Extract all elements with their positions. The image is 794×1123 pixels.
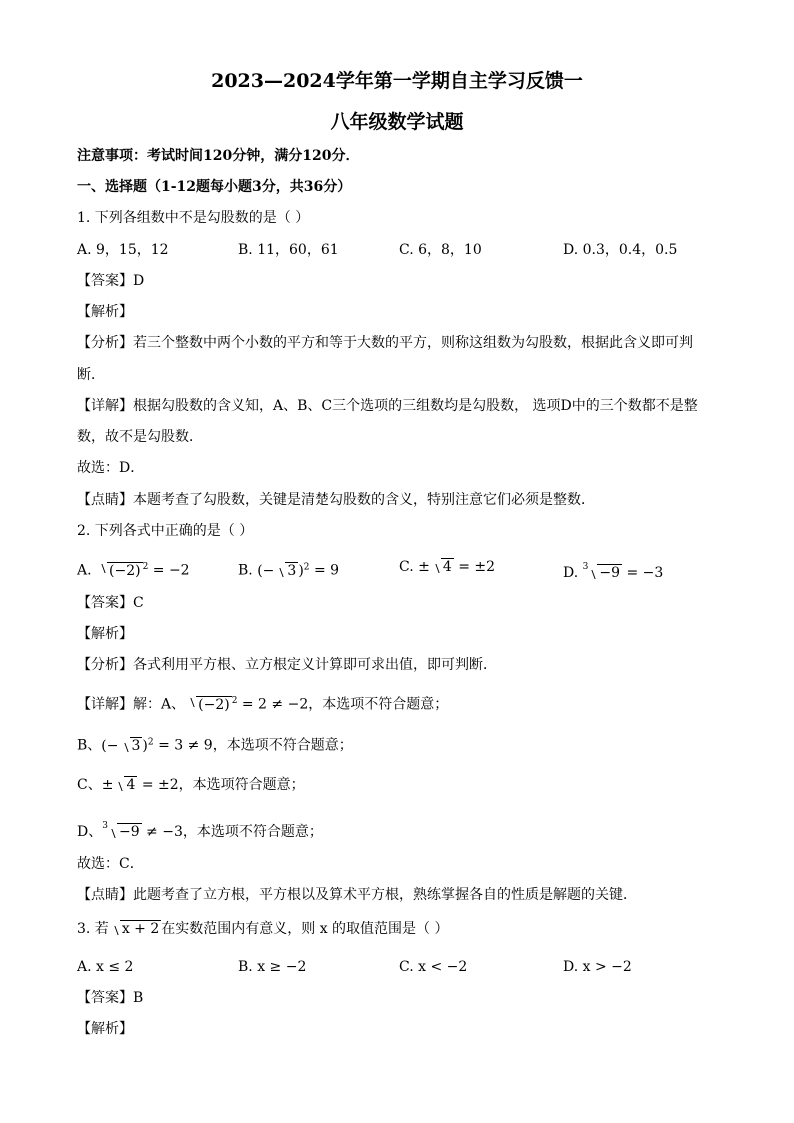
q1-answer: 【答案】D bbox=[77, 273, 145, 289]
q3-option-b: B. x ≥ −2 bbox=[238, 959, 307, 975]
q2-analysis-label: 【解析】 bbox=[77, 626, 133, 642]
q2-comment: 【点睛】此题考查了立方根，平方根以及算术平方根，熟练掌握各自的性质是解题的关键． bbox=[77, 887, 637, 903]
q2-detail-a-pre: 【详解】解：A、 bbox=[77, 696, 186, 713]
q1-detail: 【详解】根据勾股数的含义知，A、B、C三个选项的三组数均是勾股数， 选项D中的三个数都不是整 bbox=[77, 398, 698, 414]
q2-option-a-rest: = −2 bbox=[152, 562, 190, 579]
q2-choose: 故选：C． bbox=[77, 856, 144, 872]
sqrt-symbol: (−2) $^2$ bbox=[98, 558, 148, 580]
q2-option-b-rest: = 9 bbox=[313, 562, 340, 579]
q2-option-a-label: A. bbox=[77, 562, 92, 579]
q2-detail-b-pre: B、 bbox=[77, 737, 102, 754]
q1-option-c: C. 6，8，10 bbox=[399, 242, 482, 258]
q3-option-a: A. x ≤ 2 bbox=[77, 959, 134, 975]
q2-option-c-label: C. bbox=[399, 559, 414, 575]
q2-detail-d-post: ，本选项不符合题意； bbox=[182, 824, 323, 840]
q2-detail-a-mid: = 2 ≠ −2 bbox=[237, 696, 309, 713]
q2-detail-c-post: ，本选项符合题意； bbox=[178, 777, 305, 793]
exam-notice: 注意事项：考试时间120分钟，满分120分． bbox=[77, 148, 360, 164]
q2-detail-c: C、± 4 = ±2，本选项符合题意； bbox=[77, 777, 305, 793]
q2-detail-c-pre: C、 bbox=[77, 777, 102, 793]
q3-option-c: C. x < −2 bbox=[399, 959, 468, 975]
q2-detail-d: D、$^3$ −9 ≠ −3，本选项不符合题意； bbox=[77, 821, 323, 840]
q2-option-a bbox=[77, 558, 190, 580]
q3-analysis-label: 【解析】 bbox=[77, 1021, 133, 1037]
q1-choose: 故选：D． bbox=[77, 460, 145, 476]
q1-comment: 【点睛】本题考查了勾股数，关键是清楚勾股数的含义，特别注意它们必须是整数． bbox=[77, 492, 595, 508]
q2-detail-d-mid: ≠ −3 bbox=[141, 824, 183, 840]
q1-analysis: 【分析】若三个整数中两个小数的平方和等于大数的平方，则称这组数为勾股数，根据此含义即可判 bbox=[77, 335, 693, 351]
question-1-stem: 1. 下列各组数中不是勾股数的是（ ） bbox=[77, 210, 310, 226]
q1-option-b: B. 11，60，61 bbox=[238, 242, 339, 258]
q2-detail-a-post: ，本选项不符合题意； bbox=[308, 696, 449, 713]
q3-stem-post: 在实数范围内有意义，则 x 的取值范围是（ ） bbox=[161, 921, 449, 937]
q2-detail-b-post: ，本选项不符合题意； bbox=[212, 737, 353, 754]
q1-option-d: D. 0.3，0.4，0.5 bbox=[563, 242, 678, 258]
q3-stem-radicand: x + 2 bbox=[121, 921, 160, 937]
q1-analysis-cont: 断． bbox=[77, 367, 105, 383]
q2-option-d-label: D. bbox=[563, 565, 579, 581]
q3-stem-pre: 3. 若 bbox=[77, 921, 109, 937]
question-2-stem: 2. 下列各式中正确的是（ ） bbox=[77, 523, 254, 539]
q2-detail-b: B、(− 3 )$^2$ = 3 ≠ 9，本选项不符合题意； bbox=[77, 737, 353, 754]
section-heading: 一、选择题（1-12题每小题3分，共36分） bbox=[77, 179, 352, 195]
question-3-stem bbox=[77, 920, 449, 938]
document-title: 2023—2024学年第一学期自主学习反馈一 bbox=[211, 70, 583, 92]
q2-detail-c-mid: = ±2 bbox=[137, 777, 179, 793]
q2-option-d: D. $^3$ −9 = −3 bbox=[563, 562, 664, 581]
q1-detail-cont: 数，故不是勾股数． bbox=[77, 429, 203, 445]
q2-analysis: 【分析】各式利用平方根、立方根定义计算即可求出值，即可判断． bbox=[77, 657, 497, 673]
document-subtitle: 八年级数学试题 bbox=[330, 111, 464, 133]
q1-analysis-label: 【解析】 bbox=[77, 304, 133, 320]
q1-option-a: A. 9，15，12 bbox=[77, 242, 169, 258]
q3-option-d: D. x > −2 bbox=[563, 959, 632, 975]
q2-detail-a: 【详解】解：A、 (−2) $^2$ = 2 ≠ −2，本选项不符合题意； bbox=[77, 692, 448, 714]
q2-option-c-rest: = ±2 bbox=[458, 559, 496, 575]
q2-answer: 【答案】C bbox=[77, 595, 144, 611]
q2-detail-b-mid: = 3 ≠ 9 bbox=[153, 737, 213, 754]
q2-option-d-rest: = −3 bbox=[626, 565, 664, 581]
q2-option-a-radicand: (−2) bbox=[109, 562, 141, 579]
q3-answer: 【答案】B bbox=[77, 990, 144, 1006]
q2-option-b: B. (− 3 )$^2$ = 9 bbox=[238, 562, 340, 579]
q2-detail-d-pre: D、 bbox=[77, 824, 103, 840]
q2-option-b-label: B. bbox=[238, 562, 253, 579]
q2-option-c: C. ± 4 = ±2 bbox=[399, 559, 496, 575]
